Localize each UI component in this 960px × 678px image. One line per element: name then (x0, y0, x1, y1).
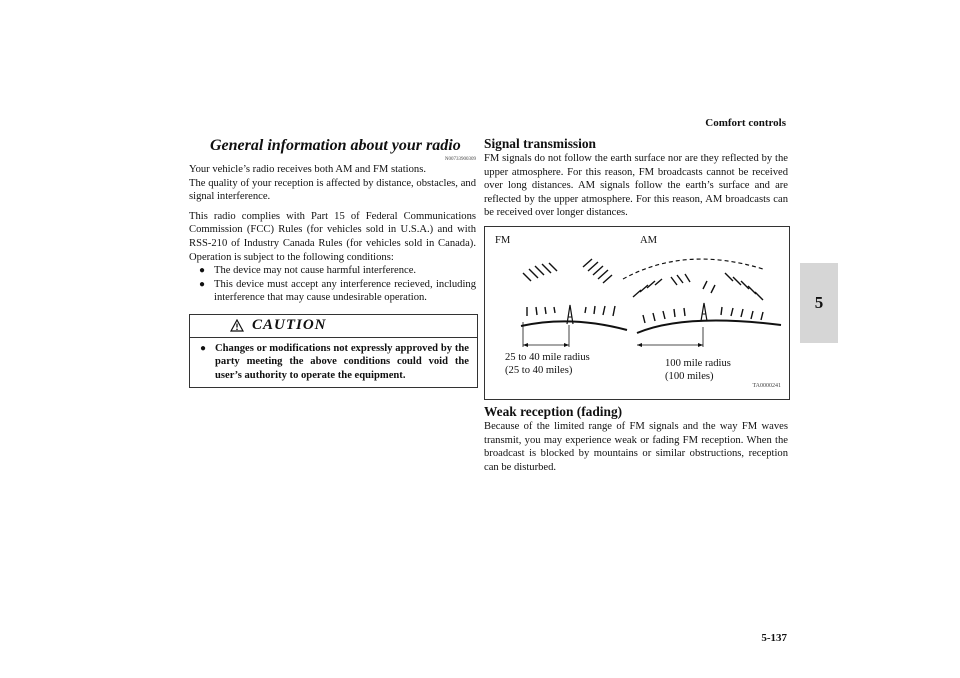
signal-transmission-text: FM signals do not follow the earth surface nor are they reflected by the upper atmosphere. For this reason, FM broadcasts cannot be received over long distances. AM signals follow the earth’s surface and are reflected by the upper atmosphere. For this reason, AM broadcasts can be received over longer distances. (484, 153, 788, 219)
list-item: ● The device may not cause harmful interference. (199, 265, 417, 277)
bullet-icon: ● (199, 278, 206, 290)
fm-label: FM (495, 234, 511, 246)
section-code: N00733900309 (444, 157, 476, 162)
conditions-list (189, 264, 476, 305)
caution-header (190, 315, 477, 338)
caution-body (190, 338, 477, 387)
left-column (189, 136, 476, 388)
radio-signal-figure (484, 226, 790, 400)
am-label: AM (640, 234, 658, 246)
bullet-icon: ● (200, 342, 207, 354)
list-item: ● This device must accept any interference recieved, including interference that may cause undesirable operation. (199, 278, 476, 304)
paragraph-1: Your vehicle’s radio receives both AM and FM stations. (189, 164, 426, 175)
right-column (484, 136, 788, 474)
caution-box (189, 314, 478, 388)
weak-reception-text: Because of the limited range of FM signals and the way FM waves transmit, you may experience weak or fading FM reception. When the broadcast is blocked by mountains or similar obstructions, reception can be disturbed. (484, 420, 788, 473)
paragraph-2: The quality of your reception is affected by distance, obstacles, and signal interference. (189, 177, 476, 203)
am-radius-label: 100 mile radius (100 miles) (665, 357, 731, 382)
page-number: 5-137 (761, 632, 787, 644)
signal-transmission-heading: Signal transmission (484, 136, 596, 151)
paragraph-3: This radio complies with Part 15 of Federal Communications Commission (FCC) Rules (for vehicles sold in U.S.A.) and with RSS-210 of Industry Canada Rules (for vehicles sold in Canada). Operation is subject to the following conditions: (189, 210, 476, 263)
chapter-tab: 5 (800, 263, 838, 343)
weak-reception-heading: Weak reception (fading) (484, 403, 623, 419)
figure-code: TA0000241 (752, 382, 781, 389)
caution-title: CAUTION (252, 317, 327, 334)
header-title: Comfort controls (705, 117, 786, 129)
bullet-icon: ● (199, 265, 206, 277)
warning-triangle-icon (230, 319, 244, 332)
fm-radius-label: 25 to 40 mile radius (25 to 40 miles) (505, 351, 590, 376)
list-item: ● Changes or modifications not expressly approved by the party meeting the above conditions could void the user’s authority to operate the equipment. (200, 342, 469, 381)
section-title: General information about your radio (210, 137, 461, 154)
